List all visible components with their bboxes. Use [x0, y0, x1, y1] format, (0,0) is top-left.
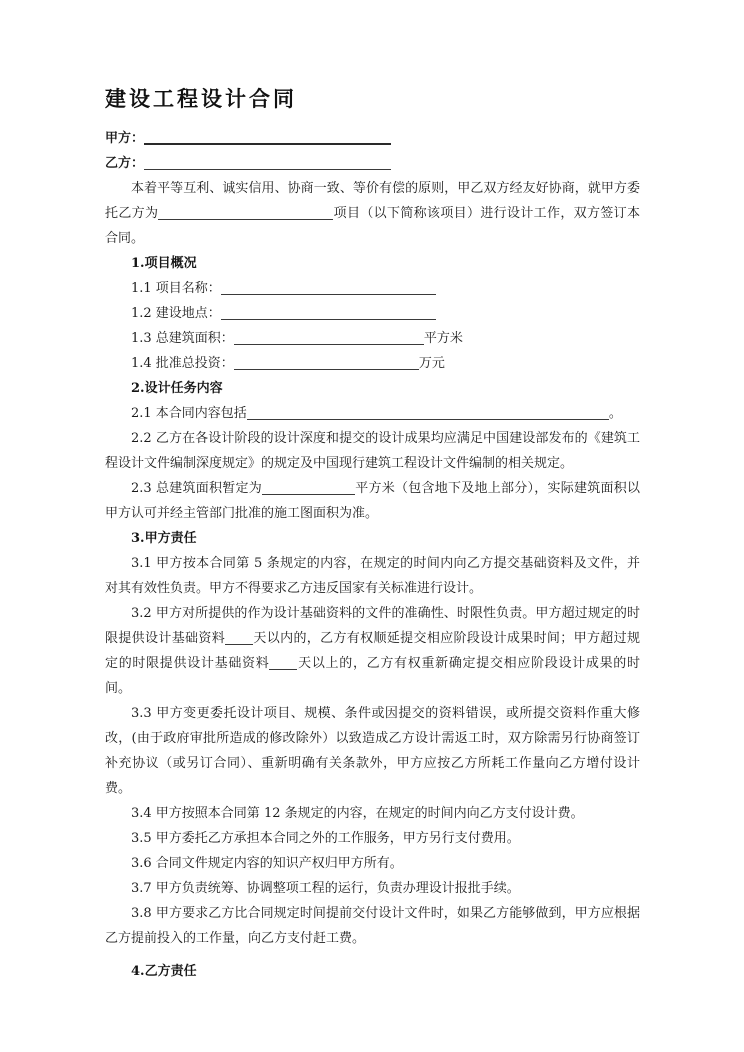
text-run: 平方米: [423, 331, 463, 346]
document-body: [105, 126, 640, 984]
text-run: 3.8 甲方要求乙方比合同规定时间提前交付设计文件时，如果乙方能够做到，甲方应根据乙方提前投入的工作量，向乙方支付赶工费。: [105, 906, 640, 946]
section-heading-3: [105, 526, 640, 551]
text-run: 3.7 甲方负责统筹、协调整项工程的运行，负责办理设计报批手续。: [131, 881, 520, 896]
text-run: 。: [608, 406, 622, 421]
fill-in-blank-underline: [221, 306, 436, 320]
fill-in-blank-underline: [221, 281, 436, 295]
text-run: 3.6 合同文件规定内容的知识产权归甲方所有。: [131, 856, 403, 871]
text-run: 1.4 批准总投资：: [131, 356, 234, 371]
fill-in-blank-underline: [262, 481, 355, 495]
section-heading-1: [105, 251, 640, 276]
text-run: 3.甲方责任: [131, 531, 197, 546]
clause-2-3: [105, 476, 640, 526]
text-run: 天以上的，乙方有权重新确定提交相应阶段设计成果的时间。: [105, 656, 640, 696]
fill-in-blank-underline: [247, 406, 609, 420]
section-heading-4: [105, 959, 640, 984]
text-run: 3.4 甲方按照本合同第 12 条规定的内容，在规定的时间内向乙方支付设计费。: [131, 806, 584, 821]
text-run: 1.3 总建筑面积：: [131, 331, 234, 346]
fill-in-blank-underline: [234, 331, 424, 345]
text-run: 4.乙方责任: [131, 964, 197, 979]
party-b-line: [105, 151, 640, 176]
clause-3-7: [105, 876, 640, 901]
clause-3-5: [105, 826, 640, 851]
clause-1-2: [105, 301, 640, 326]
fill-in-blank-underline: [144, 131, 391, 145]
text-run: 3.5 甲方委托乙方承担本合同之外的工作服务，甲方另行支付费用。: [131, 831, 520, 846]
text-run: 2.1 本合同内容包括: [131, 406, 247, 421]
clause-3-1: [105, 551, 640, 601]
text-run: 1.项目概况: [131, 256, 197, 271]
text-run: 3.1 甲方按本合同第 5 条规定的内容，在规定的时间内向乙方提交基础资料及文件，并对其有效性负责。甲方不得要求乙方违反国家有关标准进行设计。: [105, 556, 640, 596]
clause-3-2: [105, 601, 640, 701]
text-run: 3.2 甲方对所提供的作为设计基础资料的文件的准确性、时限性负责。甲方超过规定的时限提供设计基础资料: [105, 606, 640, 646]
text-run: 2.设计任务内容: [131, 381, 223, 396]
text-run: 本着平等互利、诚实信用、协商一致、等价有偿的原则，甲乙双方经友好协商，就甲方委托乙方为: [105, 181, 640, 221]
text-run: 项目（以下简称该项目）进行设计工作，双方签订本合同。: [105, 206, 640, 246]
clause-2-1: [105, 401, 640, 426]
text-run: 天以内的，乙方有权顺延提交相应阶段设计成果时间；甲方超过规定的时限提供设计基础资料: [105, 631, 640, 671]
text-run: 甲方：: [105, 131, 145, 146]
text-run: 2.2 乙方在各设计阶段的设计深度和提交的设计成果均应满足中国建设部发布的《建筑工程设计文件编制深度规定》的规定及中国现行建筑工程设计文件编制的相关规定。: [105, 431, 640, 471]
text-run: 2.3 总建筑面积暂定为: [131, 481, 263, 496]
intro-paragraph: [105, 176, 640, 251]
document-title: 建设工程设计合同: [105, 86, 297, 111]
clause-1-4: [105, 351, 640, 376]
text-run: 平方米（包含地下及地上部分），实际建筑面积以甲方认可并经主管部门批准的施工图面积为准。: [105, 481, 640, 521]
clause-1-3: [105, 326, 640, 351]
text-run: 3.3 甲方变更委托设计项目、规模、条件或因提交的资料错误，或所提交资料作重大修改，(由于政府审批所造成的修改除外）以致造成乙方设计需返工时，双方除需另行协商签订补充协议（或另订合同）、重新明确有关条款外，甲方应按乙方所耗工作量向乙方增付设计费。: [105, 706, 640, 796]
text-run: 乙方：: [105, 156, 145, 171]
clause-3-8: [105, 901, 640, 951]
text-run: 1.1 项目名称：: [131, 281, 221, 296]
section-heading-2: [105, 376, 640, 401]
fill-in-blank-underline: [158, 206, 333, 220]
text-run: 1.2 建设地点：: [131, 306, 221, 321]
clause-1-1: [105, 276, 640, 301]
clause-3-4: [105, 801, 640, 826]
clause-2-2: [105, 426, 640, 476]
fill-in-blank-underline: [144, 156, 391, 170]
text-run: 万元: [418, 356, 445, 371]
fill-in-blank-underline: [234, 356, 419, 370]
party-a-line: [105, 126, 640, 151]
fill-in-blank-underline: [225, 631, 253, 645]
clause-3-6: [105, 851, 640, 876]
clause-3-3: [105, 701, 640, 801]
fill-in-blank-underline: [269, 656, 297, 670]
